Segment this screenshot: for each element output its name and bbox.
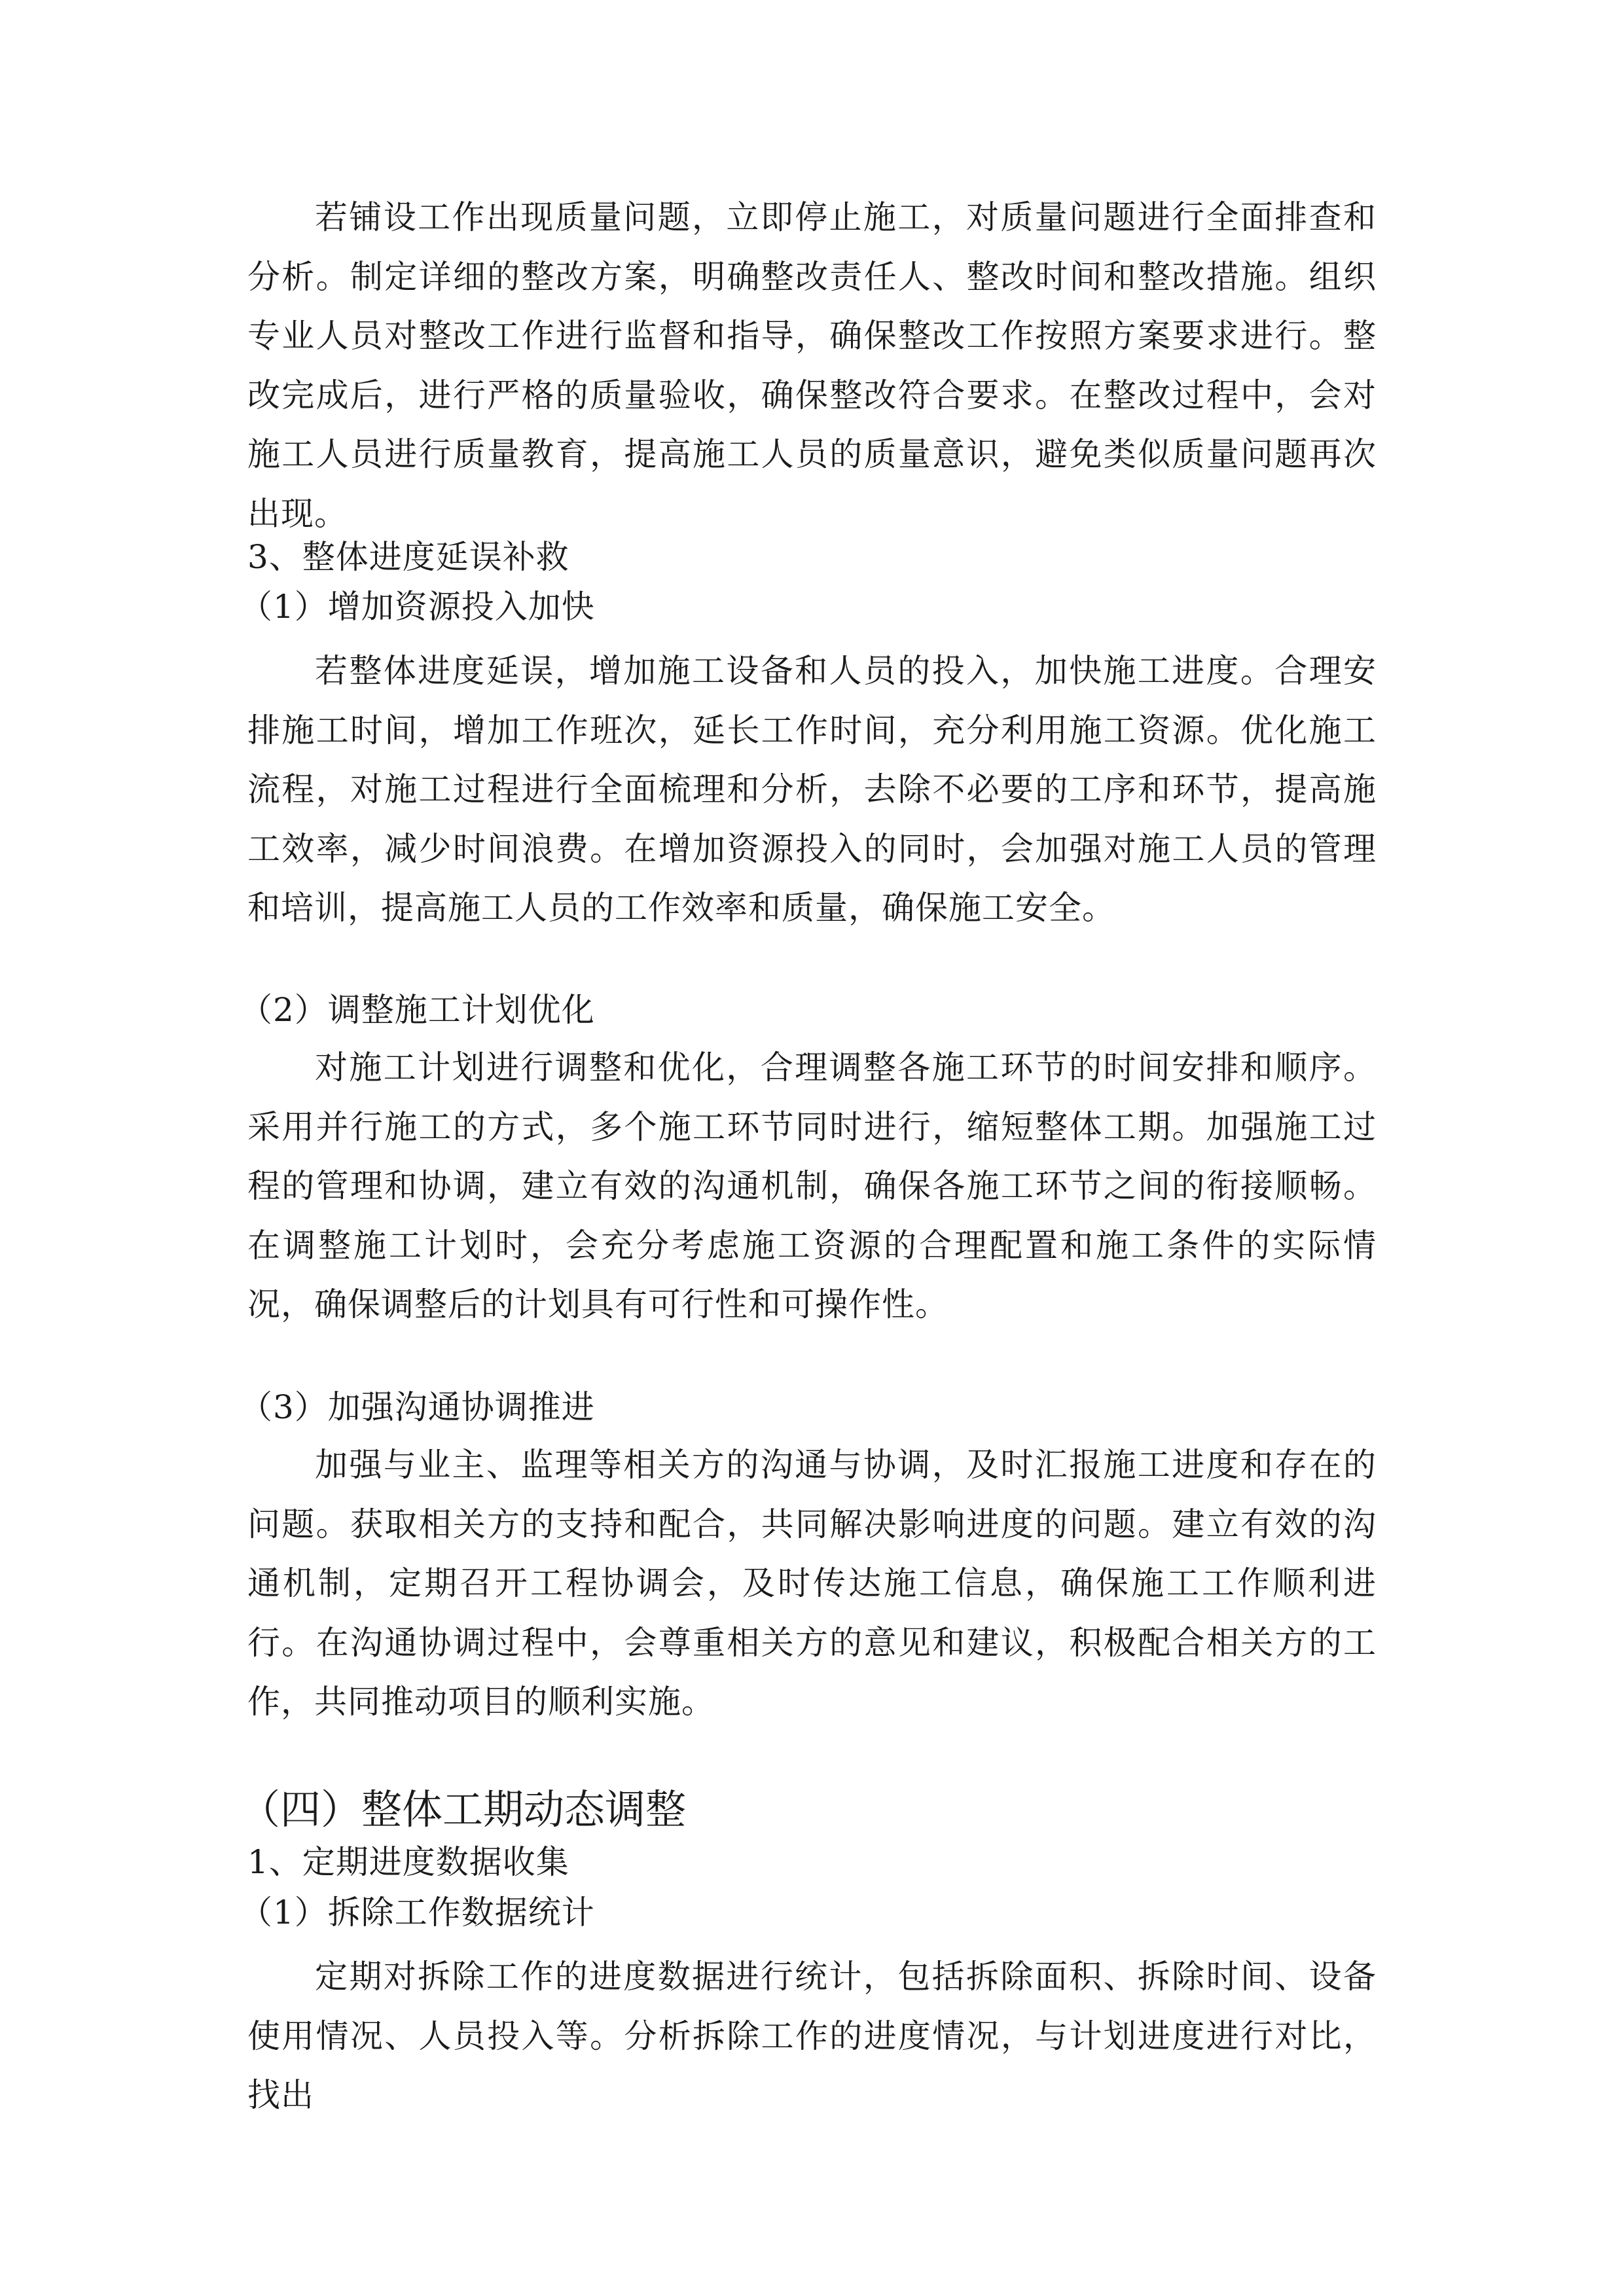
heading-periodic-data-collection: 1、定期进度数据收集 — [247, 1843, 569, 1881]
subheading-increase-resources: （1）增加资源投入加快 — [240, 588, 595, 626]
section-title-dynamic-adjustment: （四）整体工期动态调整 — [240, 1785, 687, 1833]
paragraph-communication: 加强与业主、监理等相关方的沟通与协调，及时汇报施工进度和存在的问题。获取相关方的支持和配合，共同解决影响进度的问题。建立有效的沟通机制，定期召开工程协调会，及时传达施工信息，确保施工工作顺利进行。在沟通协调过程中，会尊重相关方的意见和建议，积极配合相关方的工作，共同推动项目的顺利实施。 — [247, 1446, 1377, 1721]
paragraph-quality-rectification: 若铺设工作出现质量问题，立即停止施工，对质量问题进行全面排查和分析。制定详细的整改方案，明确整改责任人、整改时间和整改措施。组织专业人员对整改工作进行监督和指导，确保整改工作按照方案要求进行。整改完成后，进行严格的质量验收，确保整改符合要求。在整改过程中，会对施工人员进行质量教育，提高施工人员的质量意识，避免类似质量问题再次出现。 — [247, 198, 1377, 533]
paragraph-demolition-statistics: 定期对拆除工作的进度数据进行统计，包括拆除面积、拆除时间、设备使用情况、人员投入等。分析拆除工作的进度情况，与计划进度进行对比，找出 — [247, 1958, 1377, 2114]
subheading-communication: （3）加强沟通协调推进 — [240, 1388, 595, 1426]
paragraph-increase-resources: 若整体进度延误，增加施工设备和人员的投入，加快施工进度。合理安排施工时间，增加工作班次，延长工作时间，充分利用施工资源。优化施工流程，对施工过程进行全面梳理和分析，去除不必要的工序和环节，提高施工效率，减少时间浪费。在增加资源投入的同时，会加强对施工人员的管理和培训，提高施工人员的工作效率和质量，确保施工安全。 — [247, 652, 1377, 927]
paragraph-adjust-plan: 对施工计划进行调整和优化，合理调整各施工环节的时间安排和顺序。采用并行施工的方式，多个施工环节同时进行，缩短整体工期。加强施工过程的管理和协调，建立有效的沟通机制，确保各施工环节之间的衔接顺畅。在调整施工计划时，会充分考虑施工资源的合理配置和施工条件的实际情况，确保调整后的计划具有可行性和可操作性。 — [247, 1049, 1377, 1323]
subheading-demolition-statistics: （1）拆除工作数据统计 — [240, 1893, 595, 1931]
heading-overall-delay-remedy: 3、整体进度延误补救 — [247, 538, 569, 576]
subheading-adjust-plan: （2）调整施工计划优化 — [240, 991, 595, 1029]
